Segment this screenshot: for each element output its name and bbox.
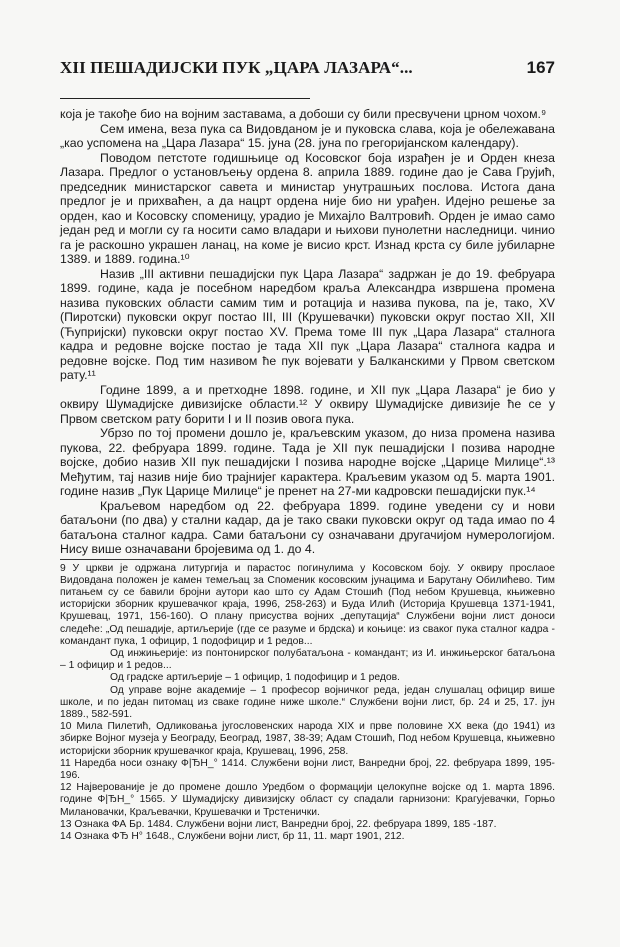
running-title: XII ПЕШАДИЈСКИ ПУК „ЦАРА ЛАЗАРА“... — [60, 58, 413, 77]
footnote-rule — [60, 559, 260, 560]
footnote: 11 Наредба носи ознаку Ф|ЂН_° 1414. Службени војни лист, Ванредни број, 22. фебруара 1899, 195-196. — [60, 757, 555, 781]
body-text — [60, 107, 555, 557]
footnote: Од инжињерије: из понтонирског полубатаљона - командант; из И. инжињерског батаљона – 1 официр и 1 редов... — [60, 647, 555, 672]
header-rule — [60, 98, 310, 99]
footnote: Од градске артиљерије – 1 официр, 1 подофицир и 1 редов. — [110, 672, 400, 684]
footnote: 14 Ознака ФЂ Н° 1648., Службени војни лист, бр 11, 11. март 1901, 212. — [60, 830, 405, 842]
footnote: 9 У цркви је одржана литургија и парастос погинулима у Косовском боју. У оквиру прослаое Видовдана положен је камен темељац за Споменик косовским јунацима и Барутану Обилићево. Тим питањем су се бавили бројни аутори као што су Адам Стошић (Под небом Крушевца, књижевно историјски зборник крушевачког краја, 1996, 258-263) и Буда Илић (Историја Крушевца 1371-1941, Крушевац, 1971, 156-160). О плану присуства војних „депутација“ Службени војни лист доноси следеће: „Од пешадије, артиљерије (где се разуме и брдска) и коњице: из сваког пука сталног кадра - командант пука, 1 официр, 1 подофицир и 1 редов... — [60, 562, 555, 647]
footnote: 12 Најверованије је до промене дошло Уредбом о формацији целокупне војске од 1. марта 1896. године Ф|ЂН_° 1565. У Шумадијску дивизијску област су спадали гарнизони: Крагујевачки, Горњо Милановачки, Краљевачки, Крушевачки и Трстенички. — [60, 782, 555, 818]
footnote: Од управе војне академије – 1 професор војничког реда, један слушалац официр више школе, и по један питомац из сваке године ниже школе.“ Службени војни лист, бр. 24 и 25, 17. јун 1889., 582-591. — [60, 684, 555, 720]
page-header — [60, 58, 555, 84]
paragraph: Краљевом наредбом од 22. фебруара 1899. године уведени су и нови батаљони (по два) у стални кадар, да је тако сваки пуковски округ од тада имао по 4 батаљона сталног кадра. Сами батаљони су означавани другачијом нумерологијом. Нису више означавани бројевима од 1. до 4. — [60, 498, 555, 556]
footnote: 13 Ознака ФА Бр. 1484. Службени војни лист, Ванредни број, 22. фебруара 1899, 185 -187. — [60, 818, 497, 830]
page-number: 167 — [526, 58, 555, 77]
footnote: 10 Мила Пилетић, Одликовања југословенских народа XIX и прве половине XX века (до 1941) из збирке Војног музеја у Београду, Београд, 1987, 38-39; Адам Стошић, Под небом Крушевца, књижевно историјски зборник крушевачког краја, Крушевац, 1996, 258. — [60, 721, 555, 757]
paragraph: Године 1899, а и претходне 1898. године, и XII пук „Цара Лазара“ је био у оквиру Шумадијске дивизијске области.¹² У оквиру Шумадијске дивизије ће се у Првом светском рату борити I и II позив овога пука. — [60, 382, 555, 426]
paragraph: која је такође био на војним заставама, а добоши су били пресвучени црном чохом.⁹ — [60, 107, 547, 121]
book-page — [60, 58, 555, 843]
paragraph: Убрзо по тој промени дошло је, краљевским указом, до низа промена назива пукова, 22. фебруара 1899. године. Тада је XII пук пешадијски I позива народне војске, добио назив XII пук пешадијски I позива народне војске „Царице Милице“.¹³ Међутим, тај назив није био трајнијег карактера. Краљевим указом од 5. марта 1901. године назив „Пук Царице Милице“ је пренет на 27-ми кадровски пешадијски пук.¹⁴ — [60, 426, 555, 498]
paragraph: Назив „III активни пешадијски пук Цара Лазара“ задржан је до 19. фебруара 1899. године, када је посебном наредбом краља Александра извршена промена назива пуковских области самим тим и ротација и назива пукова, па је, тако, XV (Пиротски) пуковски округ постао III, III (Крушевачки) пуковски округ постао XII, XII (Ћупријски) пуковски округ постао XV. Према томе III пук „Цара Лазара“ сталнога кадра и редовне војске постао је тада XII пук „Цара Лазара“ сталнога кадра и редовне војске. Под тим називом ће пук војевати у Балканскими у Првом светском рату.¹¹ — [60, 266, 555, 382]
paragraph: Поводом петстоте годишњице од Косовског боја израђен је и Орден кнеза Лазара. Предлог о установљењу ордена 8. априла 1889. године дао је Сава Грујић, председник министарског савета и министар унутрашњих послова. Истога дана предлог је и прихваћен, а да нацрт ордена није био ни урађен. Идејно решење за орден, као и Косовску споменицу, урадио је Михајло Валтровић. Орден је имао само један ред и могли су га носити само владари и њихови пунолетни наследници. чинио га је раскошно украшен ланац, на коме је висио крст. Изнад крста су биле јубиларне 1389. и 1889. година.¹⁰ — [60, 150, 555, 266]
paragraph: Сем имена, веза пука са Видовданом је и пуковска слава, која је обележавана „као успомена на „Цара Лазара“ 15. јуна (28. јуна по грегоријанском календару). — [60, 121, 555, 150]
footnotes — [60, 563, 555, 844]
